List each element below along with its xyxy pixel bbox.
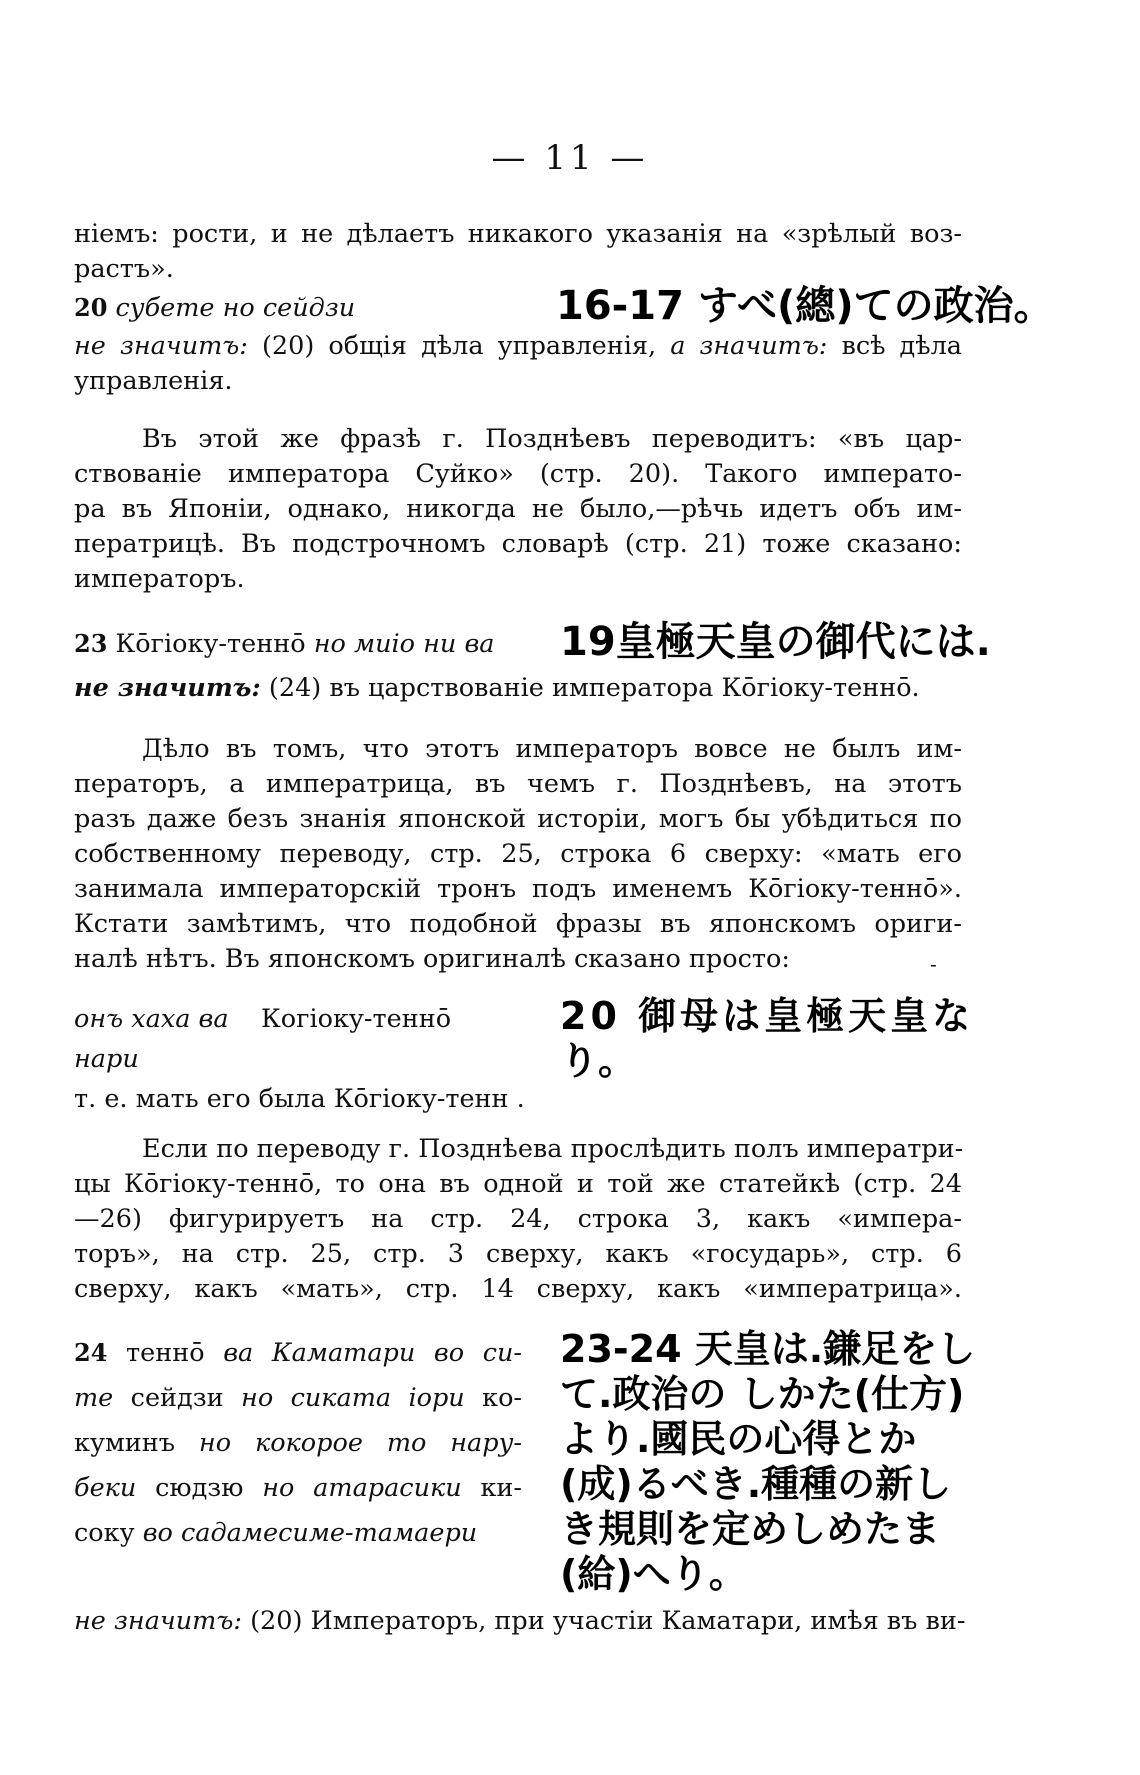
text-line: Кстати замѣтимъ, что подобной фразы въ японскомъ ориги- bbox=[74, 909, 962, 939]
text-line: ператрицѣ. Въ подстрочномъ словарѣ (стр. 21) тоже сказано: bbox=[74, 529, 962, 559]
text-line: ператоръ, а императрица, въ чемъ г. Позднѣевъ, на этотъ bbox=[74, 769, 962, 799]
japanese-text: り。 bbox=[560, 1039, 637, 1083]
entry-number: 20 bbox=[74, 293, 108, 322]
romanized-text: теннō bbox=[126, 1338, 205, 1368]
japanese-text: 23-24 天皇は.鎌足をし bbox=[560, 1327, 976, 1371]
japanese-text: より.國民の心得とか bbox=[560, 1417, 917, 1461]
text-line: цы Кōгіоку-теннō, то она въ одной и той же статейкѣ (стр. 24 bbox=[74, 1169, 962, 1199]
romanized-text: Кōгіоку-теннō bbox=[115, 629, 306, 659]
entry-23-source bbox=[74, 628, 522, 660]
label-not-means: не значитъ: bbox=[74, 673, 261, 703]
entry-24-translation bbox=[74, 1605, 966, 1637]
romanized-text: субете но сейдзи bbox=[115, 293, 356, 323]
romanized-text: ва Каматари во си- bbox=[223, 1338, 523, 1368]
text-line: императоръ. bbox=[74, 564, 245, 594]
entry-20-source bbox=[74, 292, 522, 324]
romanized-text: соку bbox=[74, 1518, 135, 1548]
romanized-text: но атарасики bbox=[262, 1473, 462, 1503]
romanized-text: ко- bbox=[482, 1383, 523, 1413]
label-not-means: не значитъ: bbox=[74, 1606, 242, 1636]
romanized-text: но кокорое то нару- bbox=[198, 1428, 522, 1458]
label-means: а значитъ: bbox=[670, 331, 828, 361]
japanese-text: 19皇極天皇の御代には. bbox=[560, 619, 991, 665]
correct-translation: всѣ дѣла bbox=[841, 331, 963, 361]
wrong-translation: (24) въ царствованіе императора Кōгіоку-теннō. bbox=[268, 673, 920, 703]
japanese-text: 20 御母は皇極天皇な bbox=[560, 994, 975, 1038]
entry-24-source bbox=[74, 1427, 522, 1459]
label-not-means: не значитъ: bbox=[74, 331, 248, 361]
entry-24-source bbox=[74, 1382, 522, 1414]
text-line: управленія. bbox=[74, 366, 233, 396]
romanized-text: во садамесиме-тамаери bbox=[142, 1518, 478, 1548]
japanese-text: 16-17 すべ(總)ての政治。 bbox=[556, 283, 1054, 329]
wrong-translation: (20) общія дѣла управленія, bbox=[261, 331, 657, 361]
page-number: — 11 — bbox=[491, 138, 649, 178]
text-line: Если по переводу г. Позднѣева прослѣдить полъ императри- bbox=[142, 1134, 964, 1164]
text-line: налѣ нѣтъ. Въ японскомъ оригиналѣ сказано просто: bbox=[74, 944, 790, 974]
entry-20-translation bbox=[74, 330, 962, 362]
romanized-text: сюдзю bbox=[155, 1473, 244, 1503]
stray-mark: - bbox=[930, 952, 937, 976]
wrong-translation: (20) Императоръ, при участіи Каматари, имѣя въ ви- bbox=[250, 1606, 966, 1636]
entry-24-source bbox=[74, 1337, 522, 1369]
romanized-text: беки bbox=[74, 1473, 137, 1503]
text-line: —26) фигурируетъ на стр. 24, строка 3, какъ «импера- bbox=[74, 1204, 962, 1234]
text-line: Дѣло въ томъ, что этотъ императоръ вовсе не былъ им- bbox=[142, 734, 962, 764]
text-line: растъ». bbox=[74, 254, 174, 284]
romanized-text: Кoгіоку-теннō bbox=[261, 1004, 452, 1034]
romanized-text: онъ хаха ва bbox=[74, 1004, 229, 1034]
japanese-text: (給)へり。 bbox=[560, 1552, 747, 1596]
japanese-text: て.政治の しかた(仕方) bbox=[560, 1372, 965, 1416]
text-line: Въ этой же фразѣ г. Позднѣевъ переводитъ: «въ цар- bbox=[142, 424, 962, 454]
text-line: сверху, какъ «мать», стр. 14 сверху, какъ «императрица». bbox=[74, 1274, 962, 1304]
romanized-text: ки- bbox=[480, 1473, 523, 1503]
text-line: торъ», на стр. 25, стр. 3 сверху, какъ «государь», стр. 6 bbox=[74, 1239, 962, 1269]
romanized-text: но сиката іори bbox=[241, 1383, 465, 1413]
entry-23-translation bbox=[74, 672, 962, 704]
text-line: разъ даже безъ знанія японской исторіи, могъ бы убѣдиться по bbox=[74, 804, 962, 834]
text-line: собственному переводу, стр. 25, строка 6 сверху: «мать его bbox=[74, 839, 962, 869]
entry-number: 24 bbox=[74, 1338, 108, 1367]
text-line: ствованіе императора Суйко» (стр. 20). Такого императо- bbox=[74, 459, 962, 489]
text-line: ніемъ: рости, и не дѣлаетъ никакого указанія на «зрѣлый воз- bbox=[74, 219, 962, 249]
text-line: ра въ Японіи, однако, никогда не было,—рѣчь идетъ объ им- bbox=[74, 494, 962, 524]
text-line: занимала императорскій тронъ подъ именемъ Кōгіоку-теннō». bbox=[74, 874, 962, 904]
romanized-text: те bbox=[74, 1383, 114, 1413]
romanized-text: но миіо ни ва bbox=[313, 629, 495, 659]
entry-number: 23 bbox=[74, 629, 108, 658]
entry-mother-source bbox=[74, 1003, 522, 1035]
japanese-text: き規則を定めしめたま bbox=[560, 1507, 941, 1551]
entry-24-source bbox=[74, 1517, 522, 1549]
romanized-text: куминъ bbox=[74, 1428, 175, 1458]
entry-24-source bbox=[74, 1472, 522, 1504]
romanized-text: сейдзи bbox=[130, 1383, 224, 1413]
text-line: т. е. мать его была Кōгіоку-тенн . bbox=[74, 1084, 525, 1114]
japanese-text: (成)るべき.種種の新し bbox=[560, 1462, 952, 1506]
romanized-text: нари bbox=[74, 1044, 139, 1074]
